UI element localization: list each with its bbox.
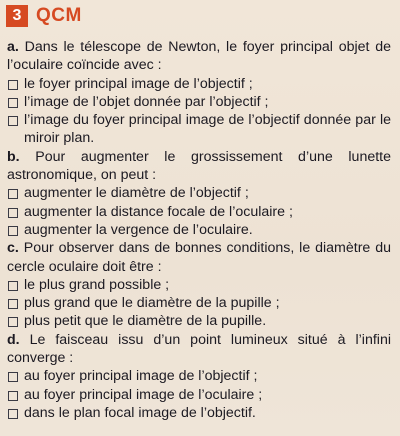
question-letter: d. xyxy=(7,331,20,348)
question-letter: c. xyxy=(7,240,19,257)
option-label: le foyer principal image de l’objectif ; xyxy=(24,75,253,92)
exercise-header xyxy=(6,5,82,27)
question-a xyxy=(7,38,391,75)
checkbox-icon[interactable] xyxy=(8,372,18,382)
option-a1[interactable] xyxy=(7,75,391,93)
exercise-number-badge: 3 xyxy=(6,5,28,27)
option-label: le plus grand possible ; xyxy=(24,276,170,293)
checkbox-icon[interactable] xyxy=(8,409,18,419)
option-label: l’image du foyer principal image de l’objectif donnée par le miroir plan. xyxy=(24,112,391,147)
option-d2[interactable] xyxy=(7,386,391,404)
question-text: Dans le télescope de Newton, le foyer principal objet de l’oculaire coïncide avec : xyxy=(7,39,391,74)
option-c2[interactable] xyxy=(7,294,391,312)
checkbox-icon[interactable] xyxy=(8,281,18,291)
exercise-title: QCM xyxy=(36,5,82,26)
option-c3[interactable] xyxy=(7,312,391,330)
option-d3[interactable] xyxy=(7,404,391,422)
question-text: Le faisceau issu d’un point lumineux situé à l’infini converge : xyxy=(7,331,391,367)
checkbox-icon[interactable] xyxy=(8,208,18,218)
checkbox-icon[interactable] xyxy=(8,391,18,401)
option-b1[interactable] xyxy=(7,184,391,202)
option-label: dans le plan focal image de l’objectif. xyxy=(24,404,256,421)
question-letter: a. xyxy=(7,39,19,55)
checkbox-icon[interactable] xyxy=(8,317,18,327)
question-letter: b. xyxy=(7,148,20,165)
option-label: plus petit que le diamètre de la pupille. xyxy=(24,313,267,330)
option-label: au foyer principal image de l’oculaire ; xyxy=(24,386,263,403)
option-a2[interactable] xyxy=(7,93,391,111)
option-a3[interactable] xyxy=(7,111,391,148)
option-label: l’image de l’objet donnée par l’objectif ; xyxy=(24,93,269,110)
option-label: plus grand que le diamètre de la pupille ; xyxy=(24,295,280,312)
checkbox-icon[interactable] xyxy=(8,116,18,126)
checkbox-icon[interactable] xyxy=(8,98,18,108)
option-label: augmenter la distance focale de l’oculaire ; xyxy=(24,203,293,220)
question-text: Pour observer dans de bonnes conditions, le diamètre du cercle oculaire doit être : xyxy=(7,240,391,275)
option-b3[interactable] xyxy=(7,221,391,239)
option-label: augmenter le diamètre de l’objectif ; xyxy=(24,185,249,202)
option-c1[interactable] xyxy=(7,276,391,294)
question-d xyxy=(7,331,391,368)
questions-list xyxy=(7,38,391,422)
option-label: au foyer principal image de l’objectif ; xyxy=(24,368,258,385)
option-d1[interactable] xyxy=(7,367,391,385)
checkbox-icon[interactable] xyxy=(8,226,18,236)
question-b xyxy=(7,148,391,185)
option-label: augmenter la vergence de l’oculaire. xyxy=(24,221,253,238)
checkbox-icon[interactable] xyxy=(8,299,18,309)
checkbox-icon[interactable] xyxy=(8,189,18,199)
checkbox-icon[interactable] xyxy=(8,80,18,90)
question-c xyxy=(7,239,391,276)
question-text: Pour augmenter le grossissement d’une lunette astronomique, on peut : xyxy=(7,148,391,184)
option-b2[interactable] xyxy=(7,203,391,221)
